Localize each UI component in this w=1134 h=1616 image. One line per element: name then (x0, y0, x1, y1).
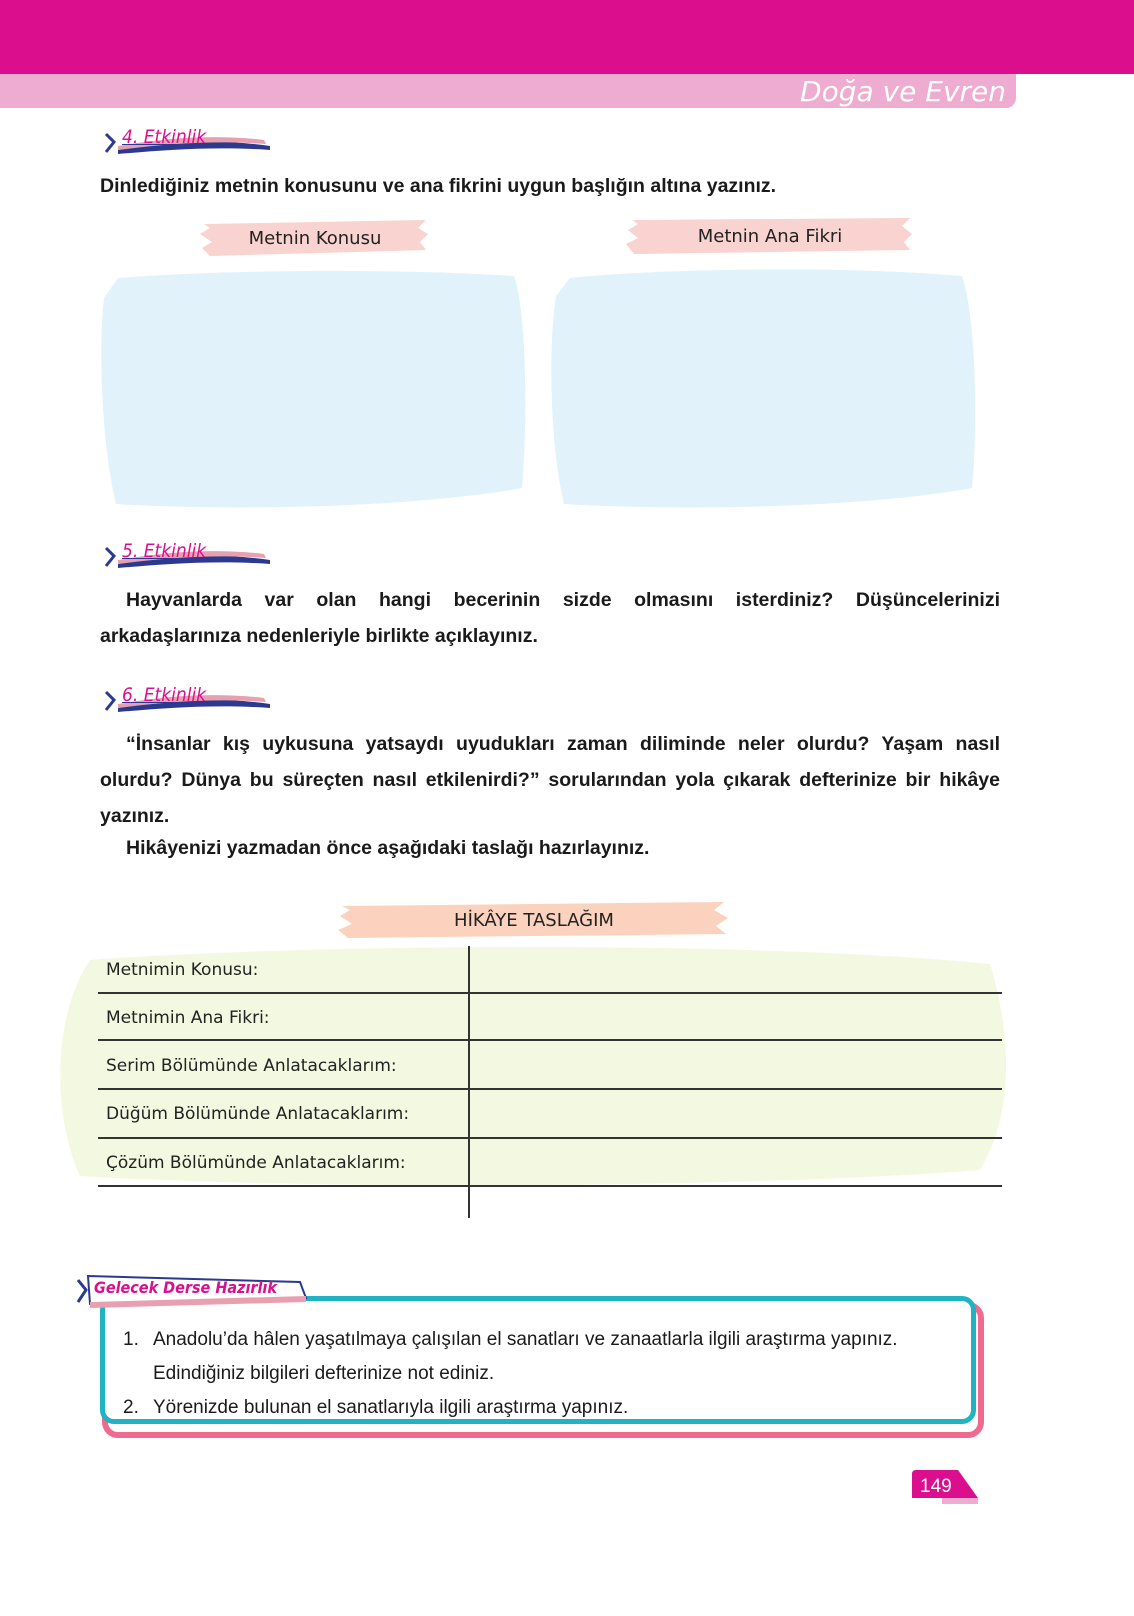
activity-6-text: “İnsanlar kış uykusuna yatsaydı uyudukları zaman diliminde neler olurdu? Yaşam nasıl olurdu? Dünya bu süreçten nasıl etkilenirdi?” sorularından yola çıkarak defterinize bir hikâye yazınız. (100, 733, 1000, 827)
main-idea-writing-area[interactable] (546, 266, 978, 512)
story-draft-table (98, 946, 1002, 1246)
unit-bar (0, 74, 1016, 108)
table-line (98, 1185, 1002, 1187)
activity-5-title: 5. Etkinlik (122, 540, 207, 562)
table-row[interactable]: Düğüm Bölümünde Anlatacaklarım: (106, 1104, 410, 1124)
table-row[interactable]: Metnimin Ana Fikri: (106, 1008, 270, 1028)
topic-writing-area[interactable] (96, 268, 528, 512)
list-item: 2. Yörenizde bulunan el sanatlarıyla ilgili araştırma yapınız. (123, 1397, 629, 1418)
next-lesson-title: Gelecek Derse Hazırlık (76, 1272, 308, 1310)
page-number-badge: 149 (912, 1470, 980, 1510)
story-draft-title: HİKÂYE TASLAĞIM (338, 898, 730, 942)
activity-6-label (104, 682, 272, 716)
list-item: 1. Anadolu’da hâlen yaşatılmaya çalışılan el sanatları ve zanaatlarla ilgili araştırma yapınız. Edindiğiniz bilgileri defterinize not ediniz. (123, 1329, 898, 1384)
activity-5-label (104, 538, 272, 572)
table-row[interactable]: Serim Bölümünde Anlatacaklarım: (106, 1056, 397, 1076)
table-line (98, 1039, 1002, 1041)
activity-4-instruction: Dinlediğiniz metnin konusunu ve ana fikrini uygun başlığın altına yazınız. (100, 175, 777, 197)
box-right-title: Metnin Ana Fikri (626, 214, 914, 258)
activity-6-title: 6. Etkinlik (122, 684, 207, 706)
next-lesson-box (100, 1296, 994, 1436)
activity-6-subtext: Hikâyenizi yazmadan önce aşağıdaki taslağı hazırlayınız. (126, 837, 650, 859)
header-bar (0, 0, 1134, 74)
next-lesson-border (100, 1296, 976, 1424)
activity-5-text: Hayvanlarda var olan hangi becerinin sizde olmasını isterdiniz? Düşüncelerinizi arkadaşlarınıza nedenleriyle birlikte açıklayınız. (100, 589, 1000, 647)
box-left-title: Metnin Konusu (200, 216, 430, 260)
activity-4-title: 4. Etkinlik (122, 126, 207, 148)
activity-4-label (104, 124, 272, 158)
table-row[interactable]: Çözüm Bölümünde Anlatacaklarım: (106, 1153, 406, 1173)
next-lesson-list (123, 1323, 963, 1425)
table-row[interactable]: Metnimin Konusu: (106, 960, 259, 980)
unit-title: Doğa ve Evren (800, 75, 1006, 108)
